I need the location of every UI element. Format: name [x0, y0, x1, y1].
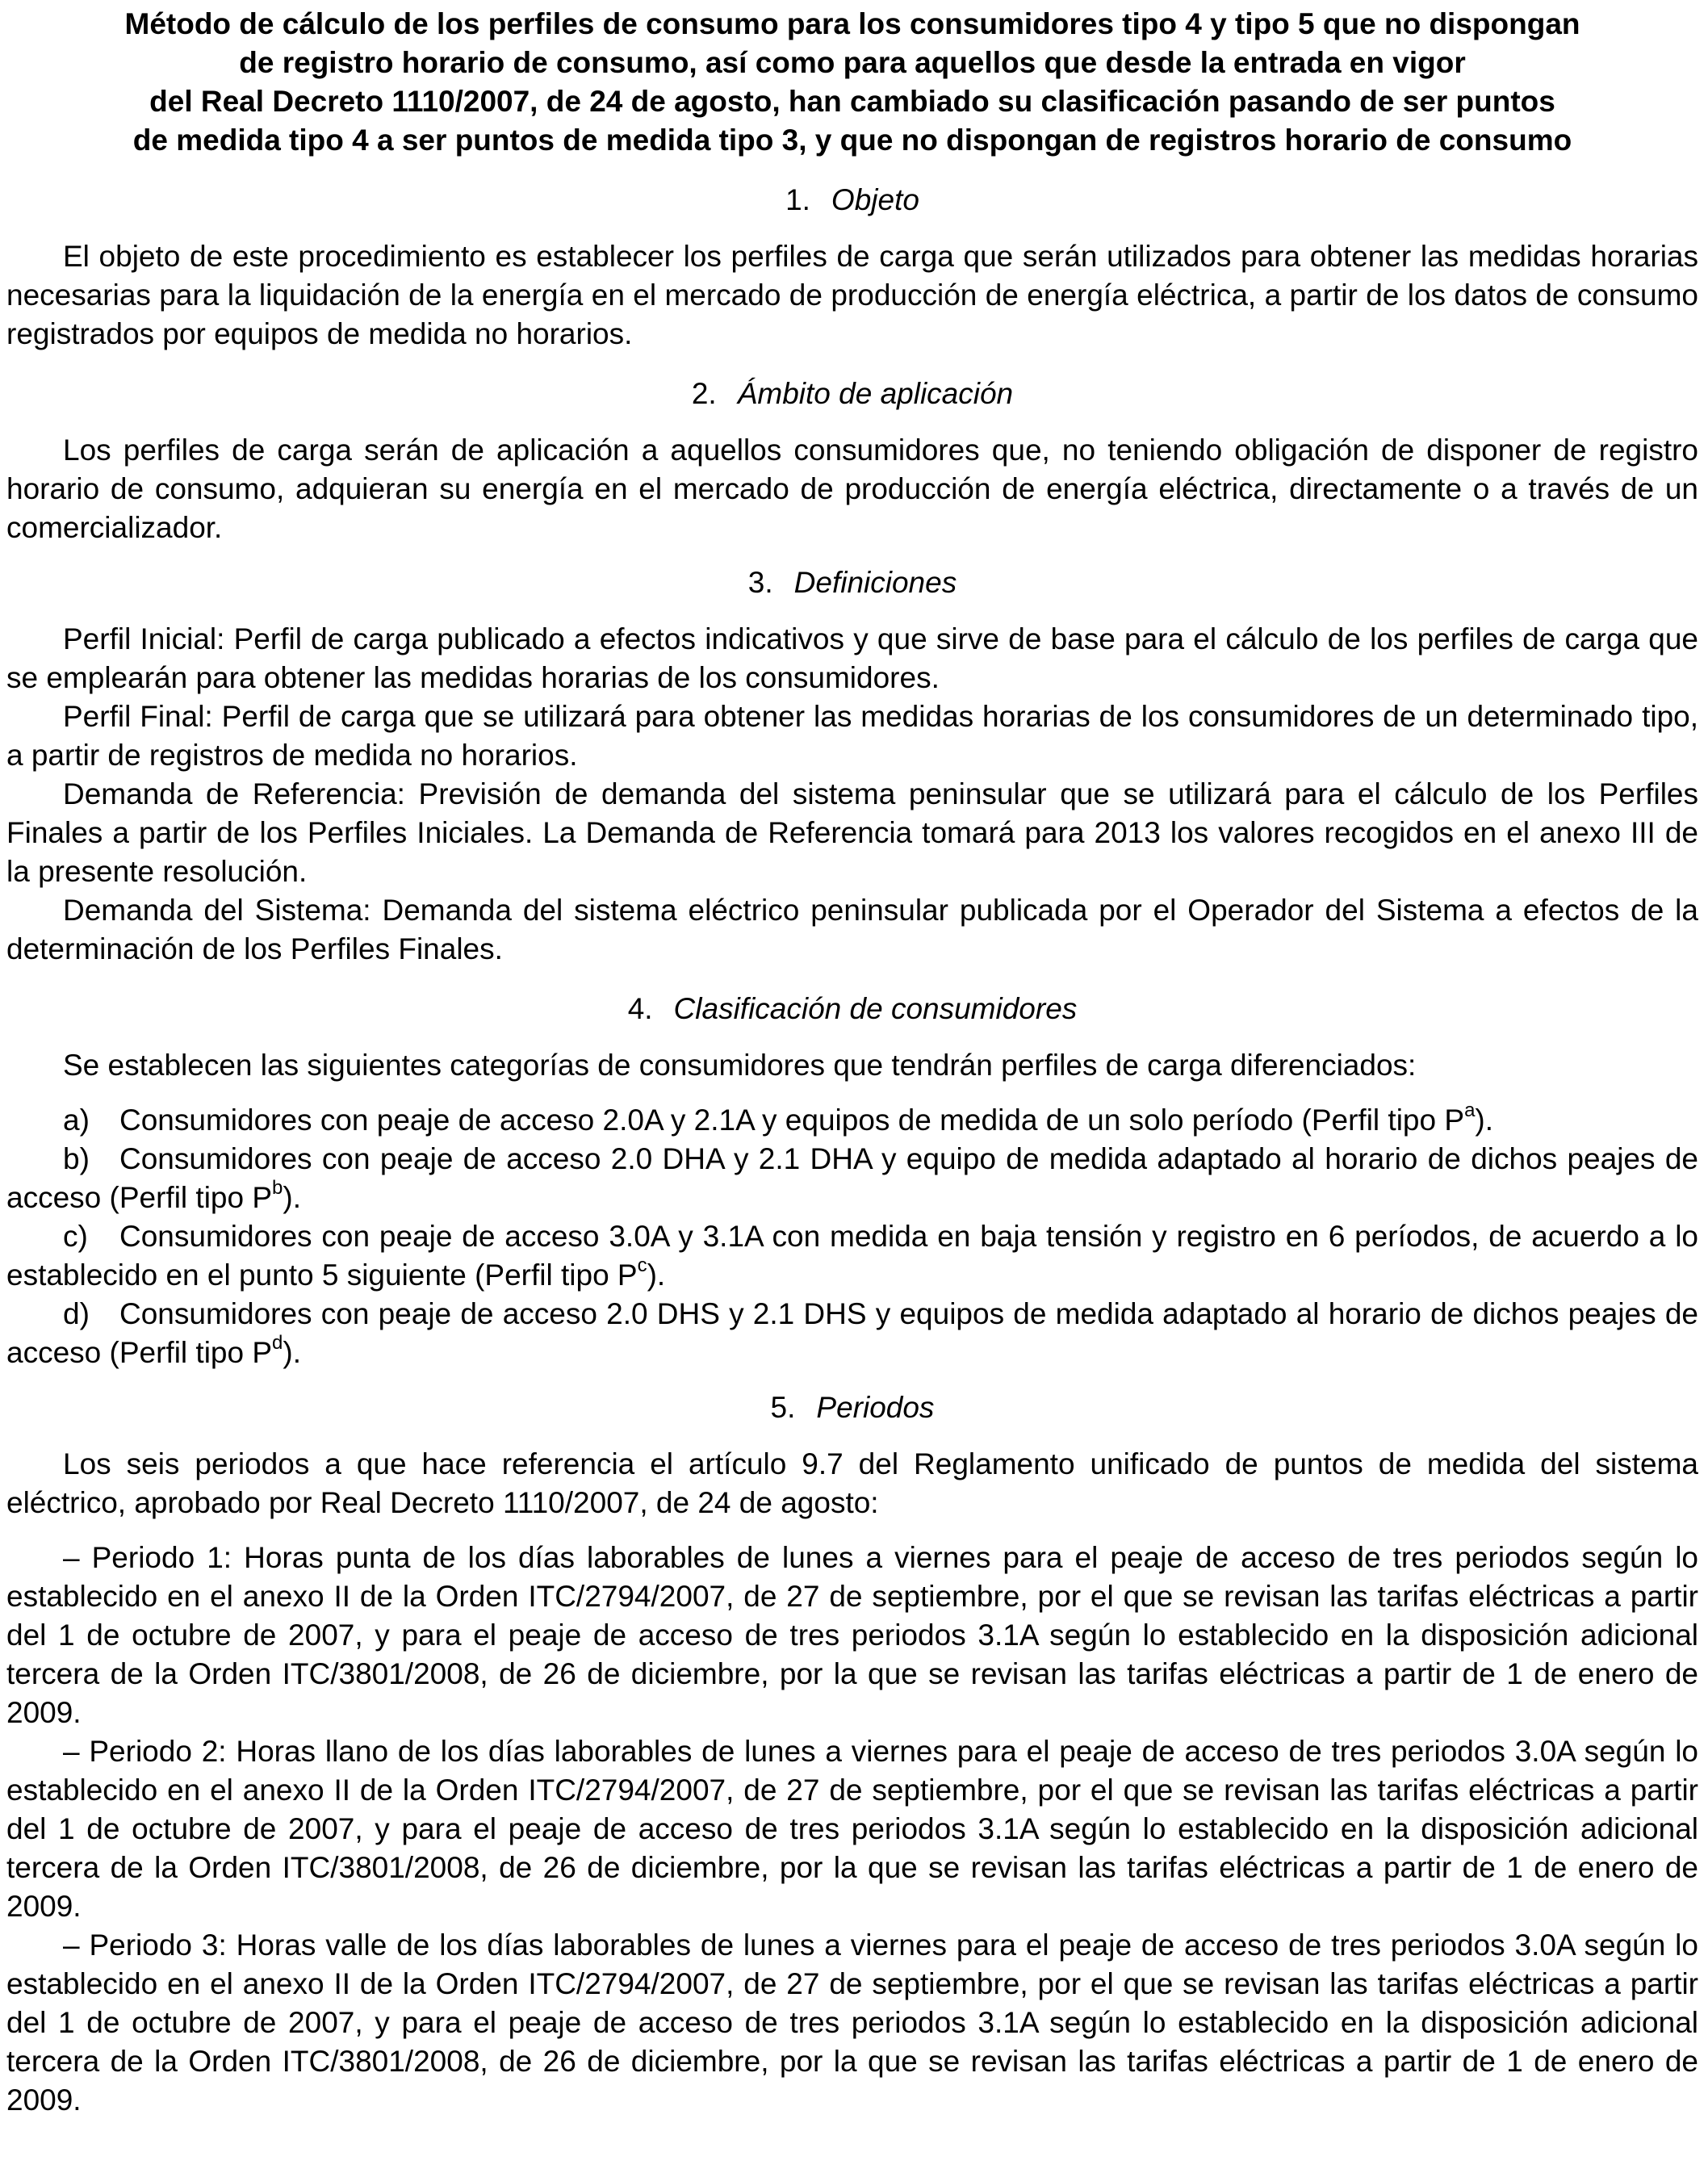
list-item-text: Consumidores con peaje de acceso 2.0 DHS y 2.1 DHS y equipos de medida adaptado al horario de dichos peajes de acceso (Perfil tipo P — [6, 1297, 1698, 1369]
section-heading-ambito — [6, 375, 1698, 413]
section-number: 4. — [627, 992, 653, 1025]
section-number: 3. — [747, 566, 773, 599]
list-item — [6, 1295, 1698, 1372]
profile-superscript: d — [272, 1331, 283, 1354]
section-heading-periodos — [6, 1388, 1698, 1427]
period-item: – Periodo 1: Horas punta de los días laborables de lunes a viernes para el peaje de acceso de tres periodos según lo establecido en el anexo II de la Orden ITC/2794/2007, de 27 de septiembre, por el que se revisan las tarifas eléctricas a partir del 1 de octubre de 2007, y para el peaje de acceso de tres periodos 3.1A según lo establecido en la disposición adicional tercera de la Orden ITC/3801/2008, de 26 de diciembre, por la que se revisan las tarifas eléctricas a partir de 1 de enero de 2009. — [6, 1541, 1698, 1729]
list-item-label: c) — [63, 1220, 88, 1253]
title-line: Método de cálculo de los perfiles de consumo para los consumidores tipo 4 y tipo 5 que no dispongan — [124, 7, 1580, 40]
section-title: Periodos — [816, 1391, 935, 1424]
list-item-text: Consumidores con peaje de acceso 3.0A y 3.1A con medida en baja tensión y registro en 6 períodos, de acuerdo a lo establecido en el punto 5 siguiente (Perfil tipo P — [6, 1220, 1698, 1292]
list-item — [6, 1140, 1698, 1217]
list-item-label: b) — [63, 1142, 90, 1175]
section-number: 2. — [691, 377, 717, 410]
list-item-text: Consumidores con peaje de acceso 2.0A y 2.1A y equipos de medida de un solo período (Perfil tipo P — [119, 1103, 1465, 1137]
profile-superscript: a — [1464, 1099, 1476, 1121]
title-line: de medida tipo 4 a ser puntos de medida tipo 3, y que no dispongan de registros horario de consumo — [132, 124, 1572, 157]
title-line: del Real Decreto 1110/2007, de 24 de agosto, han cambiado su clasificación pasando de ser puntos — [149, 85, 1555, 118]
section-title: Clasificación de consumidores — [673, 992, 1078, 1025]
list-item — [6, 1217, 1698, 1295]
section-title: Objeto — [831, 183, 919, 216]
list-item-text: Consumidores con peaje de acceso 2.0 DHA y 2.1 DHA y equipo de medida adaptado al horario de dichos peajes de acceso (Perfil tipo P — [6, 1142, 1698, 1214]
paragraph: El objeto de este procedimiento es establecer los perfiles de carga que serán utilizados para obtener las medidas horarias necesarias para la liquidación de la energía en el mercado de producción de energía eléctrica, a partir de los datos de consumo registrados por equipos de medida no horarios. — [6, 240, 1698, 350]
section-heading-objeto — [6, 181, 1698, 220]
definition-paragraph: Perfil Inicial: Perfil de carga publicado a efectos indicativos y que sirve de base para el cálculo de los perfiles de carga que se emplearán para obtener las medidas horarias de los consumidores. — [6, 622, 1698, 694]
section-title: Definiciones — [793, 566, 957, 599]
section-heading-clasificacion — [6, 990, 1698, 1028]
section-number: 5. — [770, 1391, 796, 1424]
paragraph: Los seis periodos a que hace referencia el artículo 9.7 del Reglamento unificado de puntos de medida del sistema eléctrico, aprobado por Real Decreto 1110/2007, de 24 de agosto: — [6, 1447, 1698, 1519]
list-item-tail: ). — [1475, 1103, 1494, 1137]
paragraph: Los perfiles de carga serán de aplicación a aquellos consumidores que, no teniendo obligación de disponer de registro horario de consumo, adquieran su energía en el mercado de producción de energía eléctrica, directamente o a través de un comercializador. — [6, 433, 1698, 544]
period-item: – Periodo 2: Horas llano de los días laborables de lunes a viernes para el peaje de acceso de tres periodos 3.0A según lo establecido en el anexo II de la Orden ITC/2794/2007, de 27 de septiembre, por el que se revisan las tarifas eléctricas a partir del 1 de octubre de 2007, y para el peaje de acceso de tres periodos 3.1A según lo establecido en la disposición adicional tercera de la Orden ITC/3801/2008, de 26 de diciembre, por la que se revisan las tarifas eléctricas a partir de 1 de enero de 2009. — [6, 1735, 1698, 1923]
definition-paragraph: Perfil Final: Perfil de carga que se utilizará para obtener las medidas horarias de los consumidores de un determinado tipo, a partir de registros de medida no horarios. — [6, 700, 1698, 772]
profile-superscript: c — [637, 1254, 647, 1276]
definition-paragraph: Demanda del Sistema: Demanda del sistema eléctrico peninsular publicada por el Operador del Sistema a efectos de la determinación de los Perfiles Finales. — [6, 894, 1698, 965]
list-item-tail: ). — [283, 1181, 301, 1214]
list-item-tail: ). — [647, 1258, 666, 1292]
list-item-tail: ). — [283, 1336, 301, 1369]
section-title: Ámbito de aplicación — [737, 377, 1014, 410]
title-line: de registro horario de consumo, así como para aquellos que desde la entrada en vigor — [239, 46, 1466, 79]
section-heading-definiciones — [6, 563, 1698, 602]
list-item-label: a) — [63, 1103, 90, 1137]
document-title — [6, 5, 1698, 160]
section-number: 1. — [785, 183, 810, 216]
document-page — [6, 5, 1698, 2120]
profile-superscript: b — [272, 1176, 283, 1199]
paragraph: Se establecen las siguientes categorías de consumidores que tendrán perfiles de carga diferenciados: — [63, 1049, 1417, 1082]
definition-paragraph: Demanda de Referencia: Previsión de demanda del sistema peninsular que se utilizará para el cálculo de los Perfiles Finales a partir de los Perfiles Iniciales. La Demanda de Referencia tomará para 2013 los valores recogidos en el anexo III de la presente resolución. — [6, 777, 1698, 888]
list-item-label: d) — [63, 1297, 90, 1330]
period-item: – Periodo 3: Horas valle de los días laborables de lunes a viernes para el peaje de acceso de tres periodos 3.0A según lo establecido en el anexo II de la Orden ITC/2794/2007, de 27 de septiembre, por el que se revisan las tarifas eléctricas a partir del 1 de octubre de 2007, y para el peaje de acceso de tres periodos 3.1A según lo establecido en la disposición adicional tercera de la Orden ITC/3801/2008, de 26 de diciembre, por la que se revisan las tarifas eléctricas a partir de 1 de enero de 2009. — [6, 1928, 1698, 2117]
list-item — [6, 1101, 1698, 1140]
